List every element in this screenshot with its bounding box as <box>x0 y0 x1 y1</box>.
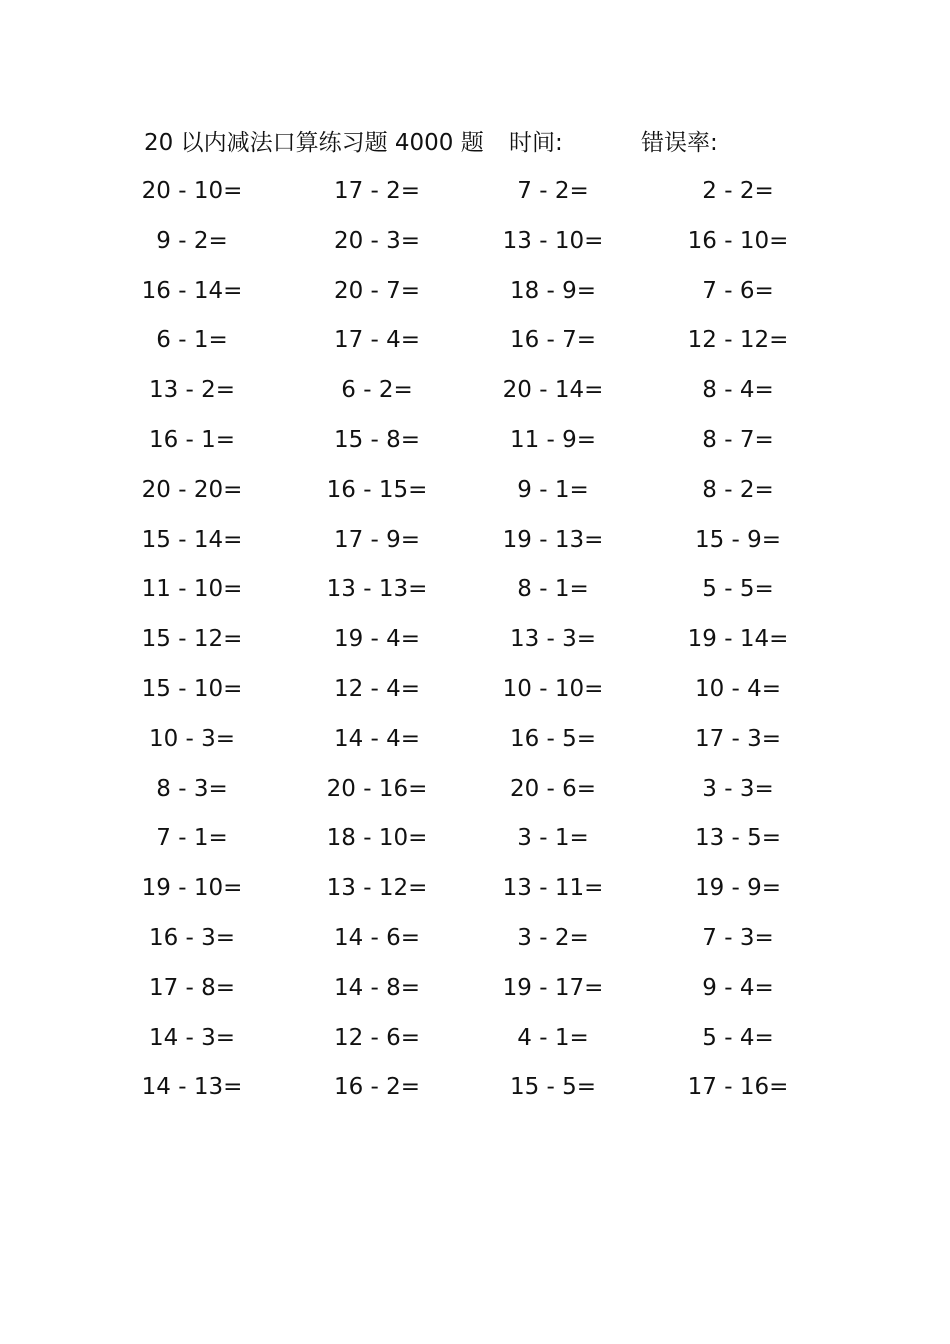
problem-item: 20 - 10= <box>141 178 243 204</box>
problem-item: 9 - 4= <box>702 974 774 1001</box>
problem-item: 14 - 8= <box>333 974 421 1001</box>
problem-item: 16 - 10= <box>687 227 789 254</box>
problem-item: 16 - 15= <box>326 476 428 503</box>
problem-item: 10 - 10= <box>502 676 604 702</box>
problem-item: 19 - 13= <box>502 526 604 553</box>
problem-item: 13 - 10= <box>502 227 604 254</box>
problem-item: 19 - 17= <box>502 974 604 1001</box>
problem-item: 15 - 10= <box>141 676 243 702</box>
problem-item: 20 - 3= <box>333 227 421 254</box>
problem-item: 13 - 11= <box>502 875 604 902</box>
problem-item: 17 - 9= <box>333 526 421 553</box>
problem-item: 11 - 10= <box>141 576 243 603</box>
problem-item: 10 - 3= <box>148 725 236 752</box>
problem-item: 7 - 2= <box>517 178 589 204</box>
problem-item: 20 - 6= <box>509 775 597 802</box>
problem-item: 5 - 5= <box>702 576 774 603</box>
problem-item: 3 - 2= <box>517 925 589 951</box>
problem-item: 8 - 2= <box>702 476 774 503</box>
problem-item: 16 - 3= <box>148 925 236 951</box>
problem-item: 13 - 2= <box>148 377 236 404</box>
problem-item: 16 - 2= <box>333 1074 421 1101</box>
problem-item: 14 - 4= <box>333 725 421 752</box>
problem-item: 8 - 1= <box>517 576 589 603</box>
problem-item: 13 - 13= <box>326 576 428 603</box>
problem-item: 17 - 3= <box>694 725 782 752</box>
problem-item: 5 - 4= <box>702 1024 774 1051</box>
problem-item: 18 - 10= <box>326 825 428 852</box>
problem-item: 20 - 7= <box>333 277 421 304</box>
problem-item: 10 - 4= <box>694 676 782 702</box>
problem-item: 17 - 2= <box>333 178 421 204</box>
problem-item: 20 - 20= <box>141 476 243 503</box>
problem-item: 15 - 8= <box>333 427 421 453</box>
problem-item: 9 - 1= <box>517 476 589 503</box>
problem-item: 13 - 5= <box>694 825 782 852</box>
problem-item: 16 - 1= <box>148 427 236 453</box>
problem-item: 13 - 12= <box>326 875 428 902</box>
error-rate-label: 错误率: <box>641 130 718 156</box>
problem-item: 14 - 3= <box>148 1024 236 1051</box>
problem-item: 19 - 4= <box>333 626 421 653</box>
problem-item: 19 - 14= <box>687 626 789 653</box>
problem-item: 11 - 9= <box>509 427 597 453</box>
problem-item: 15 - 5= <box>509 1074 597 1101</box>
problem-item: 19 - 9= <box>694 875 782 902</box>
problem-item: 12 - 6= <box>333 1024 421 1051</box>
problem-item: 7 - 3= <box>702 925 774 951</box>
problem-item: 8 - 7= <box>702 427 774 453</box>
problem-item: 17 - 4= <box>333 327 421 354</box>
problem-item: 17 - 16= <box>687 1074 789 1101</box>
problem-item: 19 - 10= <box>141 875 243 902</box>
problem-item: 2 - 2= <box>702 178 774 204</box>
problem-item: 18 - 9= <box>509 277 597 304</box>
problem-item: 8 - 4= <box>702 377 774 404</box>
problem-item: 20 - 16= <box>326 775 428 802</box>
problem-item: 6 - 2= <box>341 377 413 404</box>
problem-item: 3 - 1= <box>517 825 589 852</box>
problem-item: 12 - 12= <box>687 327 789 354</box>
problem-item: 6 - 1= <box>156 327 228 354</box>
problem-item: 7 - 1= <box>156 825 228 852</box>
problem-item: 3 - 3= <box>702 775 774 802</box>
worksheet-title: 20 以内减法口算练习题 4000 题 <box>144 130 484 156</box>
problem-item: 15 - 9= <box>694 526 782 553</box>
problem-item: 16 - 7= <box>509 327 597 354</box>
problem-item: 7 - 6= <box>702 277 774 304</box>
problem-item: 20 - 14= <box>502 377 604 404</box>
problem-item: 9 - 2= <box>156 227 228 254</box>
problem-item: 14 - 13= <box>141 1074 243 1101</box>
problem-item: 15 - 12= <box>141 626 243 653</box>
problem-item: 8 - 3= <box>156 775 228 802</box>
problem-item: 16 - 14= <box>141 277 243 304</box>
problem-item: 15 - 14= <box>141 526 243 553</box>
problem-item: 12 - 4= <box>333 676 421 702</box>
problem-item: 14 - 6= <box>333 925 421 951</box>
time-label: 时间: <box>509 130 563 156</box>
problem-item: 4 - 1= <box>517 1024 589 1051</box>
problem-item: 17 - 8= <box>148 974 236 1001</box>
problem-item: 13 - 3= <box>509 626 597 653</box>
problem-item: 16 - 5= <box>509 725 597 752</box>
